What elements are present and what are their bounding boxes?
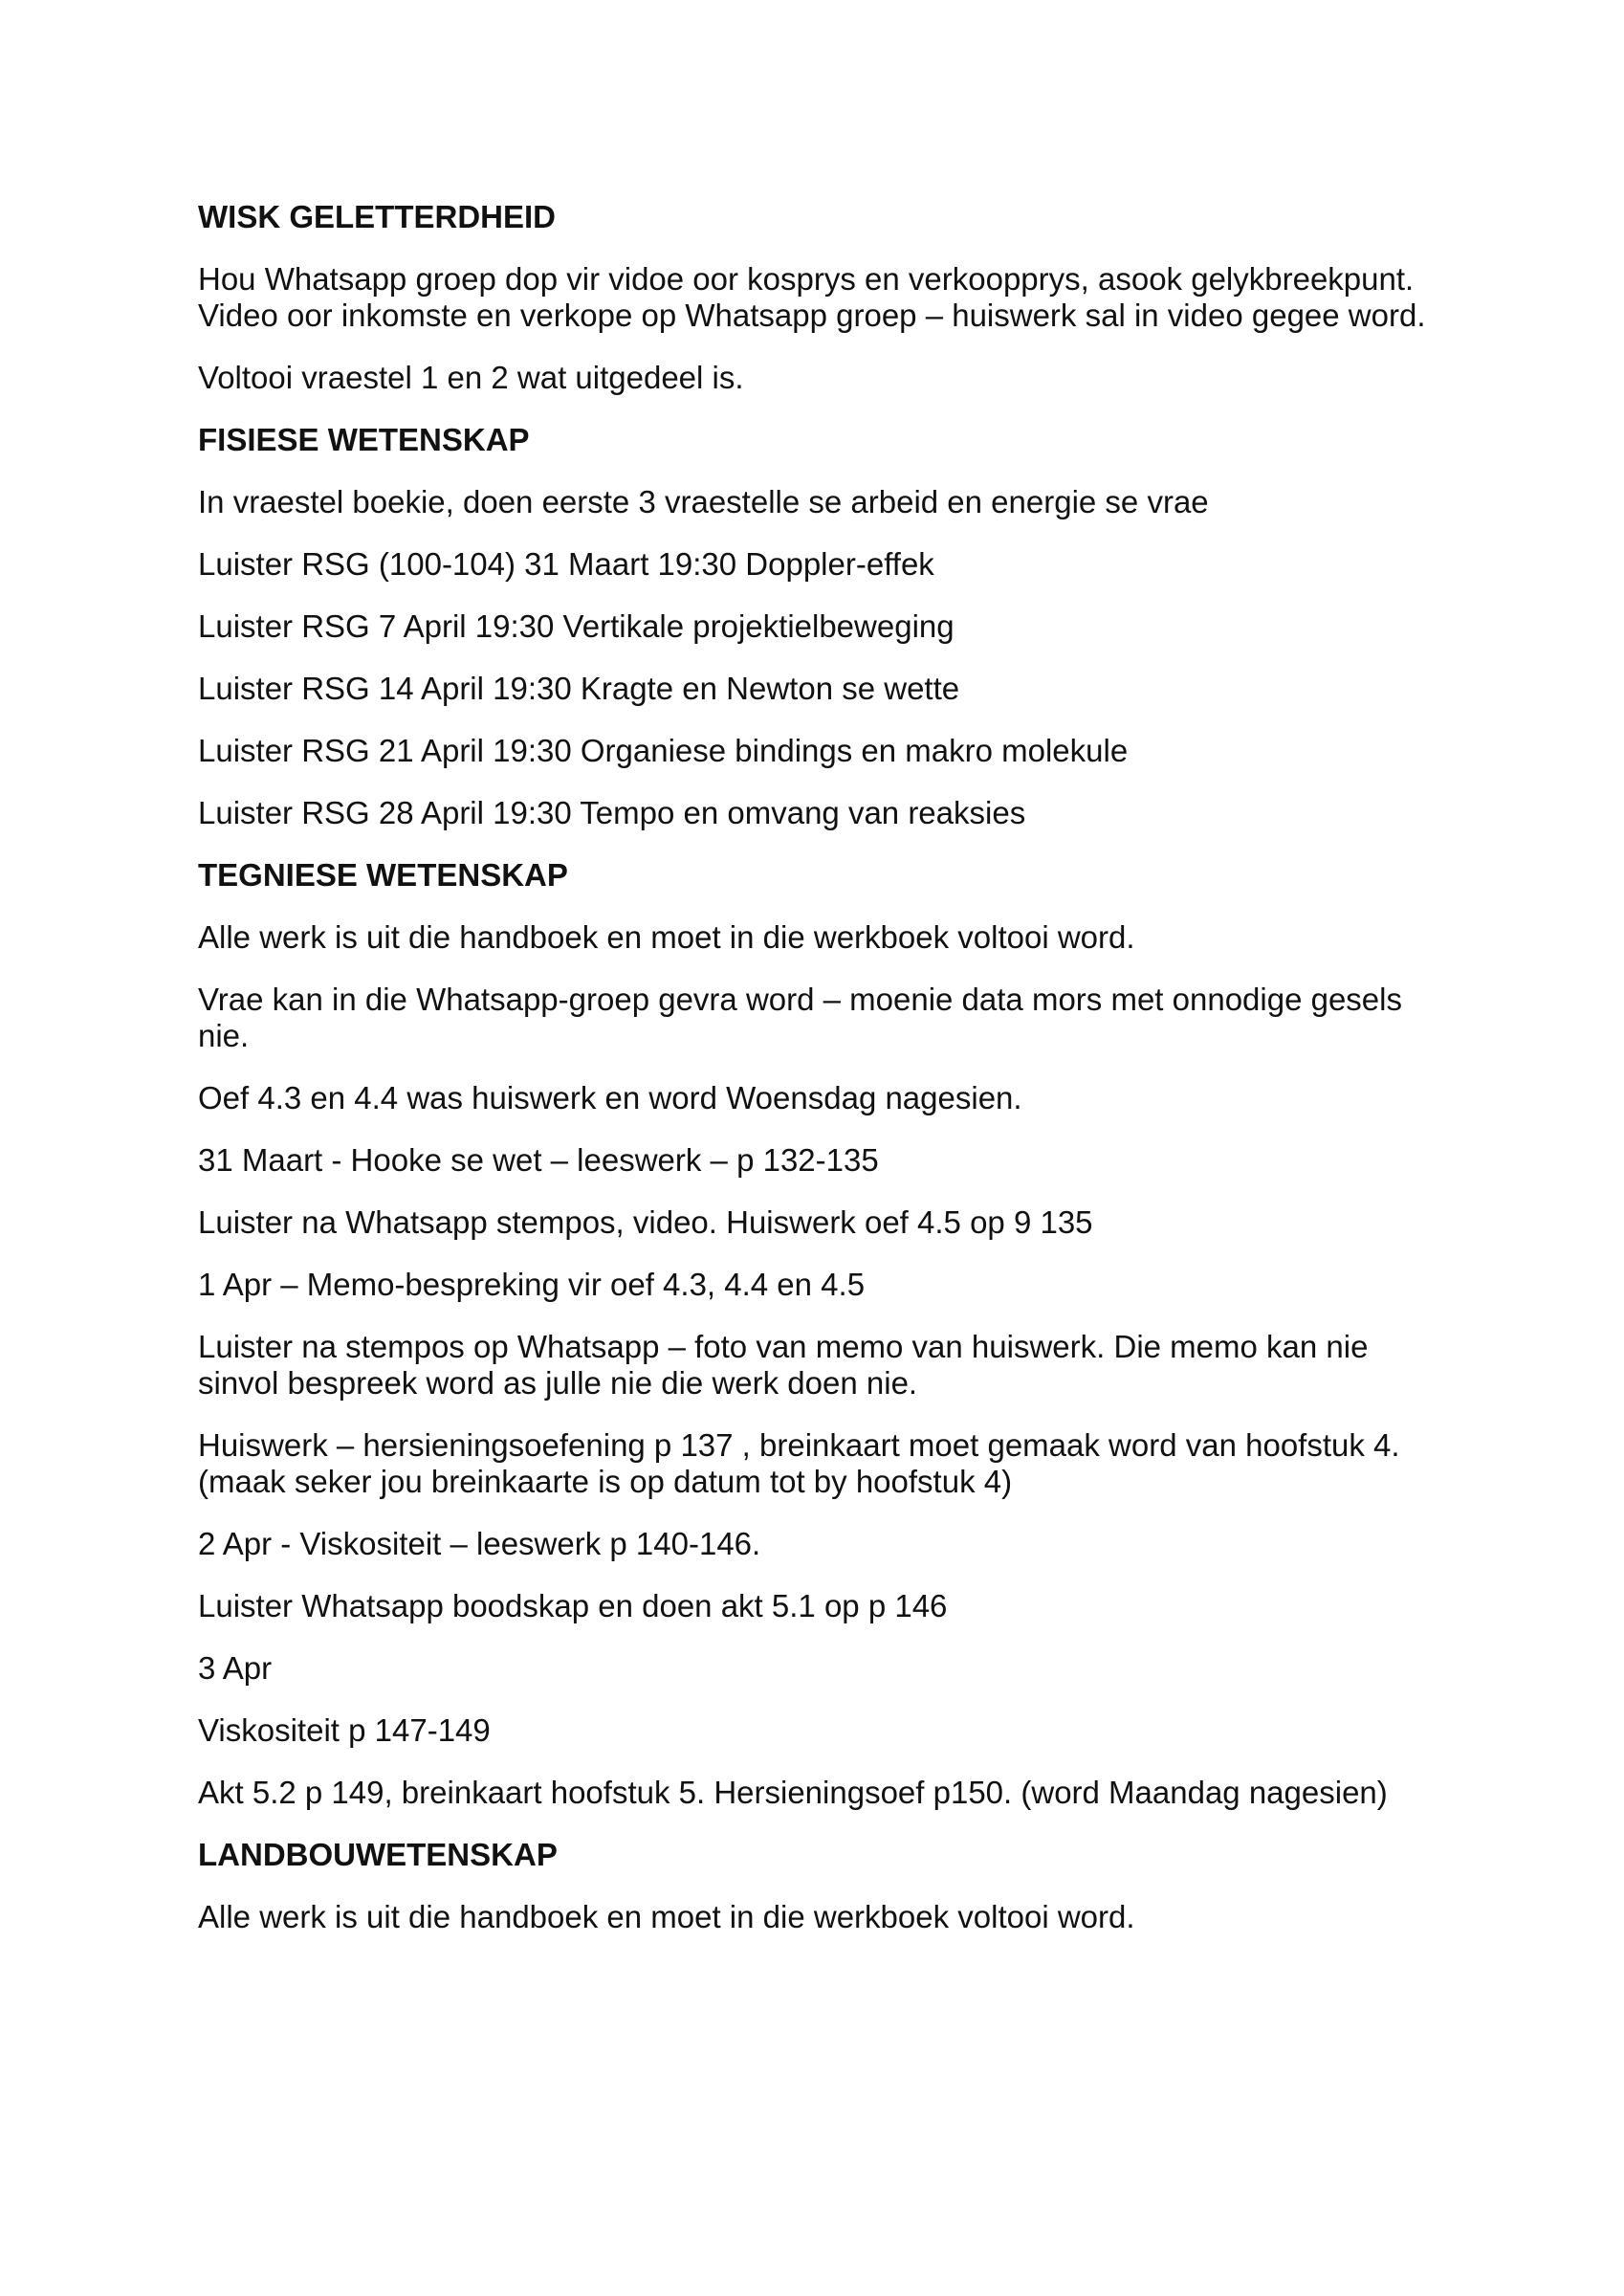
section-landbouwetenskap: [198, 1837, 1441, 1935]
section-tegniese-wetenskap: [198, 857, 1441, 1811]
paragraph: Alle werk is uit die handboek en moet in die werkboek voltooi word.: [198, 919, 1135, 955]
section-heading: TEGNIESE WETENSKAP: [198, 857, 568, 893]
paragraph: Voltooi vraestel 1 en 2 wat uitgedeel is.: [198, 360, 744, 395]
paragraph: In vraestel boekie, doen eerste 3 vraestelle se arbeid en energie se vrae: [198, 484, 1209, 519]
paragraph: Luister RSG 14 April 19:30 Kragte en Newton se wette: [198, 671, 960, 706]
paragraph: Akt 5.2 p 149, breinkaart hoofstuk 5. Hersieningsoef p150. (word Maandag nagesien): [198, 1775, 1388, 1810]
paragraph: Luister RSG 7 April 19:30 Vertikale projektielbeweging: [198, 608, 955, 644]
paragraph: Huiswerk – hersieningsoefening p 137 , breinkaart moet gemaak word van hoofstuk 4. (maak seker jou breinkaarte is op datum tot by hoofstuk 4): [198, 1427, 1400, 1499]
section-wisk-geletterdheid: [198, 199, 1441, 396]
paragraph: Luister RSG (100-104) 31 Maart 19:30 Doppler-effek: [198, 546, 934, 582]
paragraph: Luister RSG 28 April 19:30 Tempo en omvang van reaksies: [198, 795, 1026, 830]
paragraph: Viskositeit p 147-149: [198, 1712, 491, 1748]
document-page: [198, 199, 1441, 1961]
paragraph: 31 Maart - Hooke se wet – leeswerk – p 132-135: [198, 1142, 879, 1178]
paragraph: 2 Apr - Viskositeit – leeswerk p 140-146.: [198, 1526, 761, 1561]
paragraph: Hou Whatsapp groep dop vir vidoe oor kosprys en verkoopprys, asook gelykbreekpunt. Video oor inkomste en verkope op Whatsapp groep – huiswerk sal in video gegee word.: [198, 261, 1426, 333]
section-heading: LANDBOUWETENSKAP: [198, 1837, 558, 1872]
paragraph: Luister na Whatsapp stempos, video. Huiswerk oef 4.5 op 9 135: [198, 1204, 1093, 1240]
paragraph: Luister Whatsapp boodskap en doen akt 5.1 op p 146: [198, 1588, 948, 1623]
section-heading: FISIESE WETENSKAP: [198, 422, 530, 457]
paragraph: Vrae kan in die Whatsapp-groep gevra word – moenie data mors met onnodige gesels nie.: [198, 982, 1402, 1053]
paragraph: 3 Apr: [198, 1650, 273, 1686]
paragraph: Alle werk is uit die handboek en moet in die werkboek voltooi word.: [198, 1899, 1135, 1934]
paragraph: 1 Apr – Memo-bespreking vir oef 4.3, 4.4 en 4.5: [198, 1267, 866, 1302]
section-fisiese-wetenskap: [198, 422, 1441, 831]
section-heading: WISK GELETTERDHEID: [198, 199, 557, 234]
paragraph: Luister na stempos op Whatsapp – foto van memo van huiswerk. Die memo kan nie sinvol bespreek word as julle nie die werk doen nie.: [198, 1329, 1369, 1401]
paragraph: Luister RSG 21 April 19:30 Organiese bindings en makro molekule: [198, 733, 1129, 768]
paragraph: Oef 4.3 en 4.4 was huiswerk en word Woensdag nagesien.: [198, 1080, 1022, 1115]
